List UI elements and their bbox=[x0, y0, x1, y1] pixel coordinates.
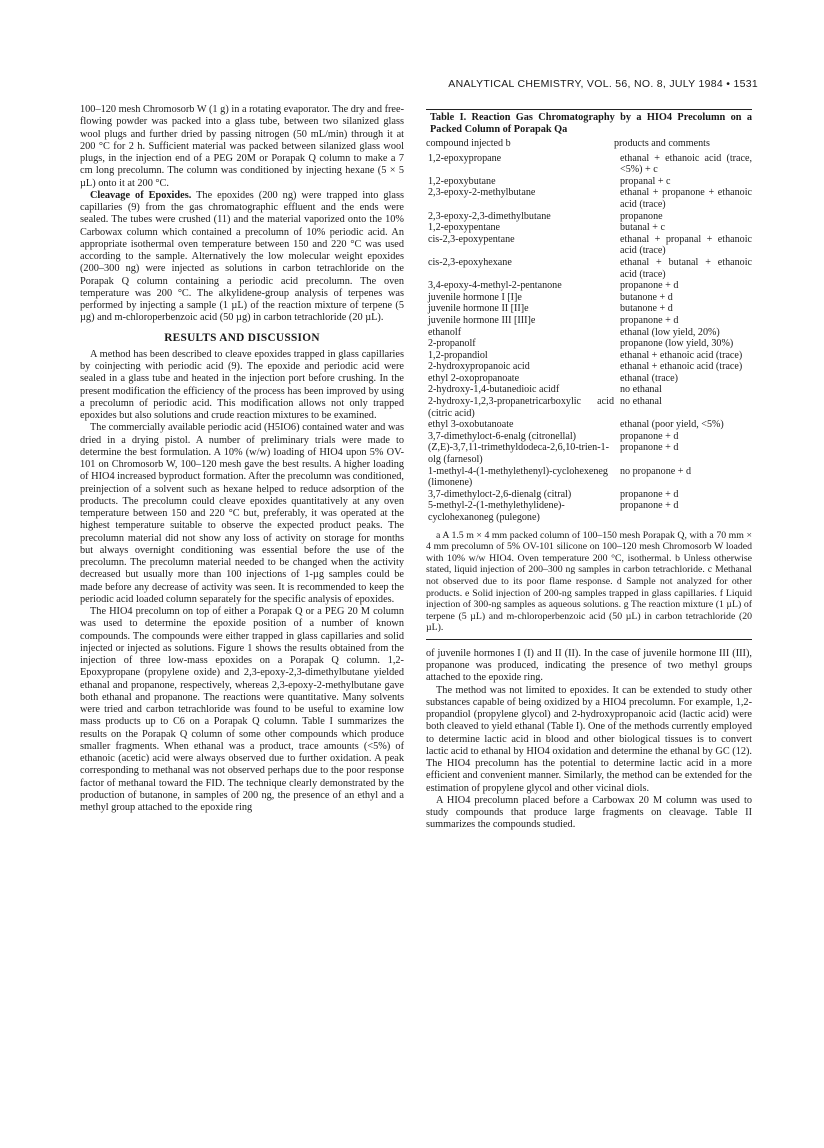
cell-products: propanone (low yield, 30%) bbox=[620, 338, 734, 350]
cell-products: propanone + d bbox=[620, 314, 679, 326]
cell-products: ethanal (poor yield, <5%) bbox=[620, 419, 724, 431]
cell-products: ethanal + ethanoic acid (trace) bbox=[620, 349, 743, 361]
cell-products: ethanal (low yield, 20%) bbox=[620, 326, 720, 338]
data-table bbox=[426, 136, 752, 524]
cell-products: butanone + d bbox=[620, 291, 673, 303]
paragraph: The method was not limited to epoxides. It can be extended to study other substances capable of being oxidized by a HIO4 precolumn. For example, 1,2-propandiol (propylene glycol) and 2-hydroxypropanoic acid (lactic acid) were both cleaved to yield ethanal (Table I). One of the methods currently employed to determine lactic acid in blood and other biological tissues is to convert lactic acid to ethanal by HIO4 oxidation and determine the ethanal by GC (12). The HIO4 precolumn has the potential to determine lactic acid in a more efficient and convenient manner. Similarly, the method can be extended for the estimation of propylene glycol and other vicinal diols. bbox=[426, 684, 752, 794]
table-row bbox=[426, 292, 752, 304]
cell-products: no propanone + d bbox=[620, 465, 692, 477]
cell-products: propanone + d bbox=[620, 488, 679, 500]
cell-compound: juvenile hormone III [III]e bbox=[428, 314, 536, 326]
cell-products: no ethanal bbox=[620, 384, 662, 396]
cell-products: propanone + d bbox=[620, 280, 679, 292]
cell-compound: 1,2-epoxybutane bbox=[428, 175, 496, 187]
cell-products: no ethanal bbox=[620, 396, 662, 408]
table-row bbox=[426, 431, 752, 443]
cell-compound: 1-methyl-4-(1-methylethenyl)-cyclohexeneg (limonene) bbox=[428, 465, 608, 489]
table-row bbox=[426, 466, 752, 489]
table-row bbox=[426, 419, 752, 431]
cell-products: butanone + d bbox=[620, 303, 673, 315]
paragraph bbox=[80, 190, 404, 325]
table-row bbox=[426, 442, 752, 465]
table-title: Table I. Reaction Gas Chromatography by a HIO4 Precolumn on a Packed Column of Porapak Qa bbox=[430, 112, 752, 135]
cell-compound: 3,7-dimethyloct-2,6-dienalg (citral) bbox=[428, 488, 572, 500]
table-row bbox=[426, 315, 752, 327]
cell-compound: 2,3-epoxy-2,3-dimethylbutane bbox=[428, 210, 551, 222]
cell-compound: ethanolf bbox=[428, 326, 462, 338]
paragraph: The HIO4 precolumn on top of either a Porapak Q or a PEG 20 M column was used to determine the epoxide position of a number of known compounds. The compounds were either trapped in glass capillaries and solid injected or injected as solutions. Figure 1 shows the results obtained from the injection of three low-mass epoxides on a Porapak Q column. 1,2-Epoxypropane (propylene oxide) and 2,3-epoxy-2,3-dimethylbutane yielded ethanal and propanone, respectively, whereas 2,3-epoxy-2-methylbutane gave both ethanal and propanone. The reactions were quantitative. Many solvents were tried and carbon tetrachloride was found to be useful to examine low mass products up to C6 on a Porapak Q column. Table I summarizes the results on the Porapak Q column of some other compounds which produce smaller fragments. When ethanal was a product, trace amounts (<5%) of ethanoic (acetic) acid were always observed due to further oxidation. A peak corresponding to methanal was not observed perhaps due to the poor response factor of methanal toward the FID. The technique clearly demonstrated by the production of butanone, in samples of 200 ng, the presence of an ethyl and a methyl group attached to the epoxide ring bbox=[80, 606, 404, 813]
table-header-products: products and comments bbox=[614, 138, 710, 149]
cell-compound: 3,4-epoxy-4-methyl-2-pentanone bbox=[428, 280, 562, 292]
table-row bbox=[426, 280, 752, 292]
cell-compound: (Z,E)-3,7,11-trimethyldodeca-2,6,10-trien-1-olg (farnesol) bbox=[428, 442, 609, 466]
paragraph-text: The epoxides (200 ng) were trapped into glass capillaries (9) from the gas chromatographic effluent and the ends were sealed. The tubes were crushed (11) and the material vaporized onto the 10% Carbowax column which contained a precolumn of 10% periodic acid. An appropriate isothermal oven temperature between 150 and 220 °C was used according to the sample. Alternatively the low molecular weight epoxides (200–300 ng) were injected as solutions in carbon tetrachloride on the Porapak Q column containing a periodic acid precolumn. The oven temperature was 200 °C. The alkylidene-group analysis of terpenes was performed by injecting a sample (1 µL) of the reaction mixture of terpene (5 µg) and m-chloroperbenzoic acid (50 µg) in carbon tetrachloride (20 µL). bbox=[80, 189, 404, 324]
cell-compound: 2-hydroxypropanoic acid bbox=[428, 361, 530, 373]
running-head: ANALYTICAL CHEMISTRY, VOL. 56, NO. 8, JULY 1984 • 1531 bbox=[448, 78, 758, 90]
paragraph: of juvenile hormones I (I) and II (II). In the case of juvenile hormone III (III), propanone was produced, indicating the presence of two methyl groups attached to the epoxide ring. bbox=[426, 647, 752, 684]
section-heading: RESULTS AND DISCUSSION bbox=[164, 331, 320, 344]
cell-compound: 1,2-propandiol bbox=[428, 349, 488, 361]
cell-compound: 2,3-epoxy-2-methylbutane bbox=[428, 187, 536, 199]
run-in-heading: Cleavage of Epoxides. bbox=[90, 189, 192, 201]
table-row bbox=[426, 338, 752, 350]
paragraph: 100–120 mesh Chromosorb W (1 g) in a rotating evaporator. The dry and free-flowing powder was packed into a glass tube, between two silanized glass wool plugs and further dried by passing nitrogen (50 mL/min) through it at 200 °C for 2 h. Sufficient material was packed between silanized glass wool plugs, in the injection end of a PEG 20M or Porapak Q column to make a 7 cm long precolumn. The column was conditioned by injecting hexane (5 × 5 µL) onto it at 200 °C. bbox=[80, 104, 404, 189]
table-row bbox=[426, 327, 752, 339]
cell-products: ethanal + propanal + ethanoic acid (trace) bbox=[620, 233, 752, 257]
cell-products: ethanal + propanone + ethanoic acid (trace) bbox=[620, 187, 752, 210]
cell-compound: 5-methyl-2-(1-methylethylidene)-cyclohexanoneg (pulegone) bbox=[428, 500, 565, 523]
cell-compound: 2-hydroxy-1,2,3-propanetricarboxylic acid (citric acid) bbox=[428, 396, 614, 419]
paragraph: A method has been described to cleave epoxides trapped in glass capillaries by coinjecting with periodic acid (9). The epoxide and periodic acid were sealed in a glass tube and heated in the injection port before crushing. In the present modification the efficiency of the process has been improved by using a precolumn of periodic acid. This modification allows not only trapped epoxides but also solutions and crude reaction mixtures to be examined. bbox=[80, 348, 404, 421]
table-row bbox=[426, 153, 752, 176]
cell-products: butanal + c bbox=[620, 222, 665, 234]
cell-compound: cis-2,3-epoxypentane bbox=[428, 233, 515, 245]
left-column bbox=[80, 104, 404, 814]
cell-compound: juvenile hormone II [II]e bbox=[428, 303, 529, 315]
cell-compound: 3,7-dimethyloct-6-enalg (citronellal) bbox=[428, 430, 576, 442]
cell-products: ethanal (trace) bbox=[620, 372, 678, 384]
table-row bbox=[426, 384, 752, 396]
paragraph: A HIO4 precolumn placed before a Carbowax 20 M column was used to study compounds that produce large fragments on cleavage. Table II summarizes the compounds studied. bbox=[426, 794, 752, 831]
table-row bbox=[426, 361, 752, 373]
table-row bbox=[426, 222, 752, 234]
table-row bbox=[426, 176, 752, 188]
cell-products: ethanal + ethanoic acid (trace) bbox=[620, 361, 743, 373]
cell-compound: 1,2-epoxypentane bbox=[428, 222, 501, 234]
table-row bbox=[426, 187, 752, 210]
cell-products: propanone + d bbox=[620, 430, 679, 442]
table-row bbox=[426, 396, 752, 419]
paragraph: The commercially available periodic acid (H5IO6) contained water and was dried in a drying pistol. A number of preliminary trials were made to determine the best formulation. A 10% (w/w) loading of HIO4 upon 5% OV-101 on Chromosorb W, 100–120 mesh gave the best results. A higher loading of HIO4 increased byproduct formation. After the precolumn was conditioned, preinjection of a solvent such as hexane helped to reduce adsorption of the products. The precolumn could cleave epoxides quantitatively at any oven temperature between 150 and 220 °C but, preferably, it was operated at the highest temperature suitable to observe the expected product peaks. The precolumn material did not show any loss of activity on storage for months but always overnight conditioning was essential before the use of the precolumn. The precolumn material needed to be changed when the activity decreased but usually more than 100 injections of 1-µg samples could be made before any decrease of activity was seen. It is recommended to keep the periodic acid loaded column separately for the specific analysis of epoxides. bbox=[80, 422, 404, 605]
cell-compound: ethyl 2-oxopropanoate bbox=[428, 372, 520, 384]
right-column bbox=[426, 104, 752, 832]
cell-compound: 2-propanolf bbox=[428, 338, 476, 350]
table-footnotes bbox=[426, 530, 752, 634]
table-row bbox=[426, 350, 752, 362]
cell-compound: ethyl 3-oxobutanoate bbox=[428, 419, 514, 431]
cell-products: propanone bbox=[620, 210, 663, 222]
table-row bbox=[426, 500, 752, 523]
cell-compound: 2-hydroxy-1,4-butanedioic acidf bbox=[428, 384, 560, 396]
table-row bbox=[426, 303, 752, 315]
cell-compound: cis-2,3-epoxyhexane bbox=[428, 256, 512, 268]
cell-products: ethanal + ethanoic acid (trace, <5%) + c bbox=[620, 152, 752, 176]
cell-compound: 1,2-epoxypropane bbox=[428, 152, 502, 164]
table-row bbox=[426, 234, 752, 257]
footnote-text: a A 1.5 m × 4 mm packed column of 100–150 mesh Porapak Q, with a 70 mm × 4 mm precolumn of 5% OV-101 silicone on 100–120 mesh Chromosorb W loaded with 10% w/w HIO4. Oven temperature 200 °C, isothermal. b Unless otherwise stated, liquid injection of 200–300 ng samples in carbon tetrachloride. c Methanal not observed due to its poor flame response. d Sample not analyzed for other products. e Solid injection of 200-ng samples trapped in glass capillaries. f Liquid injection of 300-ng samples as aqueous solutions. g The reaction mixture (1 µL) of terpene (5 µL) and m-chloroperbenzoic acid (50 µL) in carbon tetrachloride (20 µL). bbox=[426, 529, 752, 634]
table-top-rule bbox=[426, 109, 752, 110]
table-row bbox=[426, 257, 752, 280]
table-row bbox=[426, 489, 752, 501]
cell-products: ethanal + butanal + ethanoic acid (trace) bbox=[620, 256, 752, 280]
table-row bbox=[426, 373, 752, 385]
table-header-compound: compound injected b bbox=[426, 138, 511, 149]
cell-products: propanal + c bbox=[620, 175, 671, 187]
table-row bbox=[426, 211, 752, 223]
cell-compound: juvenile hormone I [I]e bbox=[428, 291, 522, 303]
cell-products: propanone + d bbox=[620, 500, 679, 512]
cell-products: propanone + d bbox=[620, 442, 679, 454]
